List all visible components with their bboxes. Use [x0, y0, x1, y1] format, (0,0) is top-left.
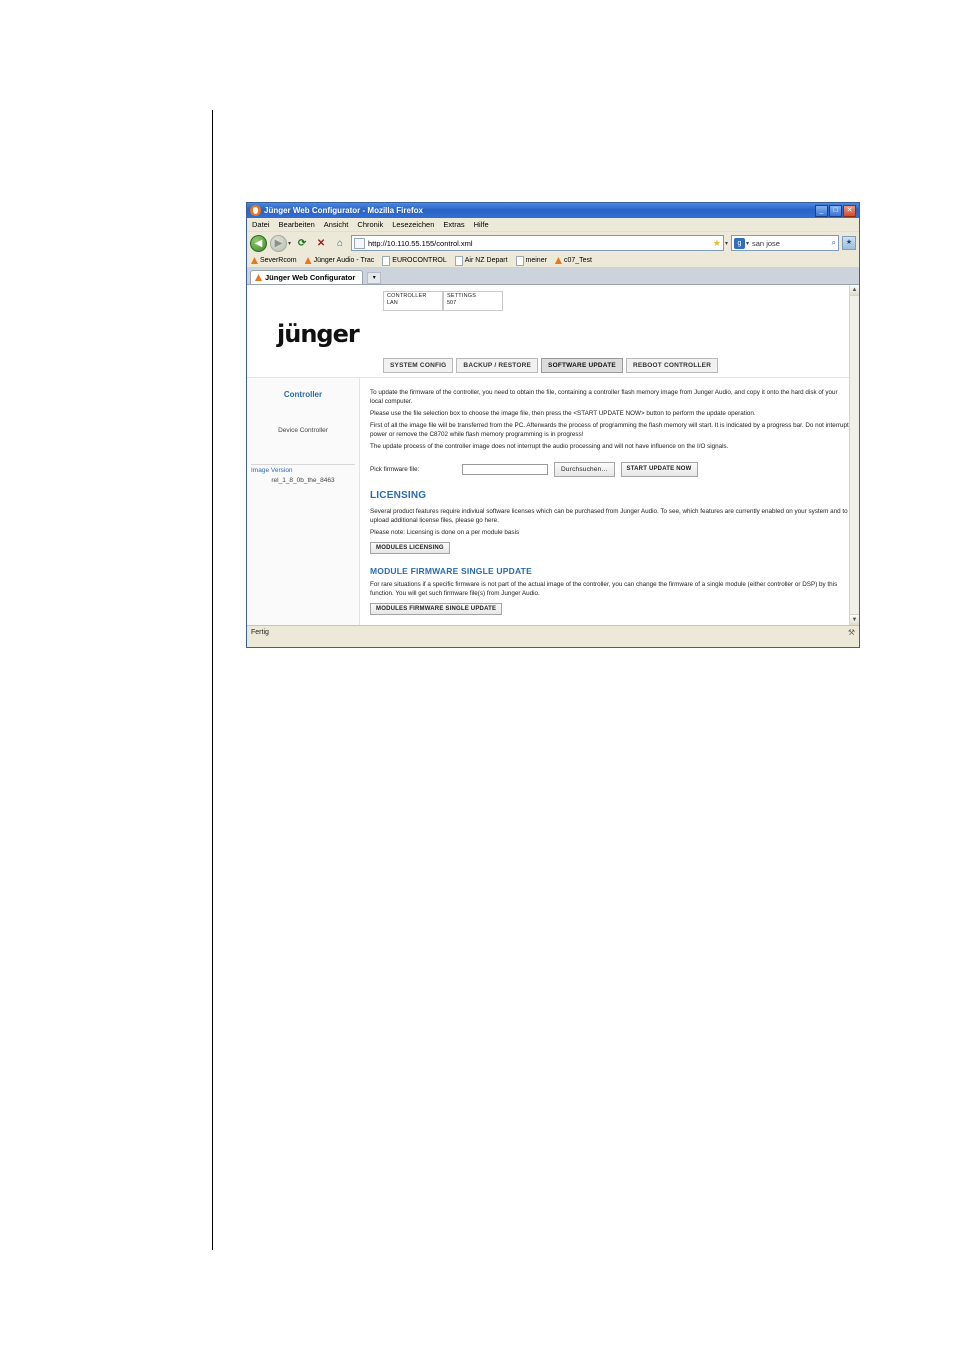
pick-firmware-label: Pick firmware file: — [370, 465, 420, 473]
firefox-icon — [250, 205, 261, 216]
page-margin-rule — [212, 110, 213, 1250]
update-paragraph-4: The update process of the controller image does not interrupt the audio processing and will not have influence on the I/O signals. — [370, 443, 729, 451]
menu-chronik[interactable]: Chronik — [357, 220, 384, 229]
bookmark-juenger-audio-trac[interactable] — [305, 257, 375, 264]
page-columns — [247, 377, 859, 625]
update-paragraph-3: First of all the image file will be transferred from the PC. Afterwards the process of programming the flash memory will start. It is indicated by a progress bar. Do not interrupt power or remove the C8702 while flash memory programming is in progress! — [370, 422, 849, 439]
tab-backup-restore[interactable]: BACKUP / RESTORE — [456, 358, 538, 373]
device-settings-cell — [443, 291, 503, 311]
licensing-heading: LICENSING — [370, 490, 427, 502]
menu-bar — [247, 218, 859, 232]
bookmark-meiner[interactable] — [516, 256, 547, 266]
device-header — [383, 291, 859, 311]
module-update-button-row — [370, 604, 851, 614]
settings-label: SETTINGS — [447, 293, 477, 299]
bookmark-star-icon[interactable]: ★ — [712, 237, 721, 248]
status-tools-icon[interactable]: ⚒ — [847, 628, 855, 637]
settings-value: 507 — [447, 300, 457, 307]
juenger-icon — [555, 257, 562, 264]
menu-datei[interactable]: Datei — [252, 220, 270, 229]
bookmark-severrcom[interactable] — [251, 257, 297, 264]
forward-icon[interactable]: ▶ — [270, 235, 287, 252]
menu-bearbeiten[interactable]: Bearbeiten — [278, 220, 315, 229]
close-button[interactable]: ✕ — [843, 205, 856, 217]
firmware-file-input[interactable] — [462, 464, 548, 475]
licensing-paragraph-2: Please note: Licensing is done on a per module basis — [370, 528, 520, 536]
module-update-paragraph-1: For rare situations if a specific firmware is not part of the actual image of the controller, you can change the firmware of a single module (either controller or DSP) by this function. You will get such firmware file(s) from Junger Audio. — [370, 580, 838, 598]
juenger-logo: jünger — [277, 319, 359, 348]
juenger-icon — [255, 274, 262, 281]
bookmark-air-nz-depart[interactable] — [455, 256, 508, 266]
update-paragraph-2: Please use the file selection box to choose the image file, then press the <START UPDATE NOW> button to perform the update operation. — [370, 410, 756, 418]
juenger-icon — [305, 257, 312, 264]
page-icon — [382, 256, 390, 266]
main-panel — [360, 378, 859, 625]
menu-ansicht[interactable]: Ansicht — [323, 220, 349, 229]
page-favicon-icon — [354, 238, 365, 249]
history-dropdown-icon[interactable]: ▾ — [288, 240, 292, 247]
sidebar-item-device-controller[interactable]: Device Controller — [278, 426, 328, 434]
scroll-down-icon[interactable]: ▼ — [850, 614, 859, 625]
controller-label: CONTROLLER — [387, 293, 427, 299]
window-titlebar — [247, 203, 859, 218]
browse-button[interactable]: Durchsuchen... — [554, 462, 615, 477]
tab-juenger-web-configurator[interactable] — [250, 270, 363, 284]
status-text: Fertig — [251, 629, 269, 636]
device-controller-cell — [383, 291, 443, 311]
tab-reboot-controller[interactable]: REBOOT CONTROLLER — [626, 358, 718, 373]
bookmark-label: meiner — [525, 257, 547, 264]
back-icon[interactable]: ◀ — [250, 235, 267, 252]
window-controls — [815, 205, 857, 217]
licensing-button-row — [370, 543, 851, 553]
tab-software-update[interactable]: SOFTWARE UPDATE — [541, 358, 623, 373]
module-update-heading: MODULE FIRMWARE SINGLE UPDATE — [370, 565, 532, 576]
status-bar — [247, 625, 859, 639]
bookmarks-toolbar — [247, 254, 859, 268]
update-paragraph-1: To update the firmware of the controller, you need to obtain the file, containing a controller flash memory image from Junger Audio, and copy it onto the hard disk of your local computer. — [370, 388, 838, 405]
bookmark-label: SeverRcom — [260, 257, 297, 264]
juenger-icon — [251, 257, 258, 264]
scroll-up-icon[interactable]: ▲ — [850, 285, 859, 296]
address-bar-url: http://10.110.55.155/control.xml — [368, 238, 473, 248]
menu-hilfe[interactable]: Hilfe — [473, 220, 489, 229]
menu-extras[interactable]: Extras — [443, 220, 465, 229]
controller-value: LAN — [387, 300, 398, 307]
search-engine-icon[interactable]: g — [734, 238, 745, 249]
window-title: Jünger Web Configurator - Mozilla Firefox — [264, 206, 423, 215]
home-icon[interactable]: ⌂ — [336, 237, 344, 249]
bookmark-c07-test[interactable] — [555, 257, 592, 264]
page-content-inner — [247, 285, 859, 625]
licensing-paragraph-1: Several product features require indiviual software licenses which can be purchased from Junger Audio. To see, which features are currently enabled on your system and to upload additional license files, please go here. — [370, 507, 848, 524]
modules-licensing-button[interactable]: MODULES LICENSING — [370, 542, 450, 554]
image-version-label: Image Version — [251, 464, 355, 474]
reload-icon[interactable]: ⟳ — [297, 237, 307, 249]
content-scrollbar[interactable] — [849, 285, 859, 625]
image-version-value: rel_1_8_0b_the_8463 — [271, 476, 335, 484]
browser-window — [246, 202, 860, 648]
sidebar — [247, 378, 360, 625]
page-icon — [516, 256, 524, 266]
maximize-button[interactable]: □ — [829, 205, 842, 217]
search-icon[interactable]: ⌕ — [831, 238, 836, 247]
extension-icon[interactable]: ★ — [842, 236, 856, 250]
page-content — [247, 285, 859, 625]
bookmark-label: c07_Test — [563, 257, 592, 264]
bookmark-label: Jünger Audio - Trac — [313, 257, 375, 264]
page-tabs — [383, 358, 859, 373]
search-box[interactable] — [731, 235, 839, 251]
firmware-pick-row — [370, 462, 851, 477]
stop-icon[interactable]: ✕ — [316, 237, 326, 249]
sidebar-title: Controller — [283, 389, 323, 399]
bookmark-label: Air NZ Depart — [464, 257, 508, 264]
start-update-now-button[interactable]: START UPDATE NOW — [621, 462, 698, 477]
minimize-button[interactable]: _ — [815, 205, 828, 217]
page-icon — [455, 256, 463, 266]
toolbar-extras — [842, 236, 856, 250]
bookmark-label: EUROCONTROL — [392, 257, 447, 264]
search-engine-dropdown-icon[interactable]: ▾ — [746, 240, 750, 247]
search-input[interactable]: san jose — [752, 238, 780, 248]
address-bar[interactable] — [351, 235, 724, 251]
modules-firmware-single-update-button[interactable]: MODULES FIRMWARE SINGLE UPDATE — [370, 603, 502, 615]
tab-label: Jünger Web Configurator — [265, 273, 356, 282]
menu-lesezeichen[interactable]: Lesezeichen — [392, 220, 435, 229]
navigation-toolbar — [247, 232, 859, 254]
bookmark-eurocontrol[interactable] — [382, 256, 446, 266]
tab-list-button[interactable]: ▾ — [367, 272, 381, 284]
tab-system-config[interactable]: SYSTEM CONFIG — [383, 358, 453, 373]
address-dropdown-icon[interactable]: ▾ — [724, 240, 728, 247]
tab-strip — [247, 268, 859, 285]
